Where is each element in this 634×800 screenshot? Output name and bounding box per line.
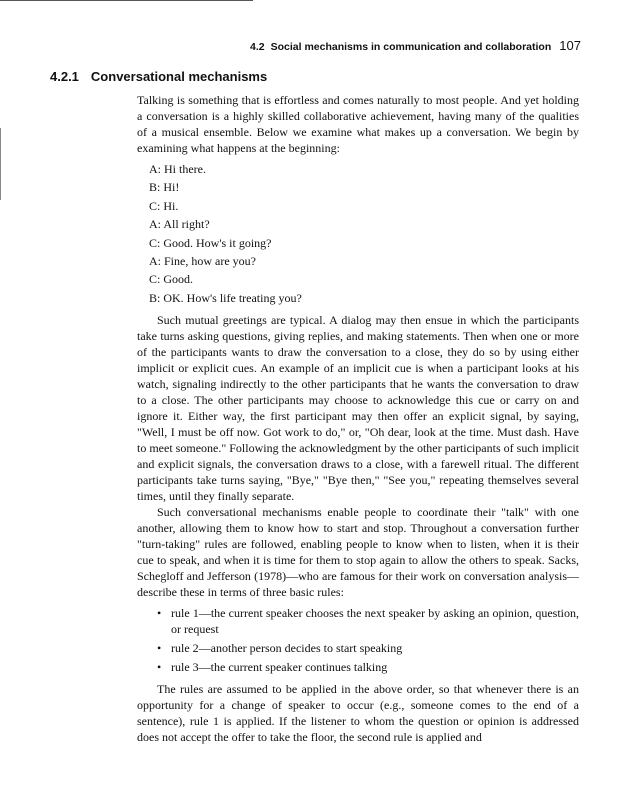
page-number: 107 [559,38,581,53]
dialog-line: C: Good. How's it going? [149,235,272,250]
margin-mark [0,128,1,200]
section-title: Conversational mechanisms [90,69,268,84]
dialog-example [137,160,579,307]
running-head [250,38,581,53]
dialog-line: A: All right? [149,217,210,232]
dialog-line: C: Hi. [149,198,179,213]
rule-text: rule 2—another person decides to start speaking [171,641,403,656]
rule-text: rule 1—the current speaker chooses the next speaker by asking an opinion, question, or request [171,606,579,637]
body-text [137,92,579,745]
turn-taking-rules [137,605,579,675]
rule-text: rule 3—the current speaker continues talking [171,660,388,675]
running-head-section-title: Social mechanisms in communication and collaboration [270,41,552,53]
paragraph-intro: Talking is something that is effortless and comes naturally to most people. And yet holding a conversation is a highly skilled collaborative achievement, having many of the qualities of a musical ensemble. Below we examine what makes up a conversation. We begin by examining what happens at the beginning: [137,93,579,155]
rule-item [157,640,579,656]
running-head-section-number: 4.2 [250,41,265,53]
section-number: 4.2.1 [50,69,79,84]
rule-item [157,605,579,637]
dialog-line: A: Fine, how are you? [149,254,256,269]
bullet-icon: • [157,641,162,656]
bullet-icon: • [157,660,162,675]
dialog-line: C: Good. [149,272,194,287]
dialog-line: B: OK. How's life treating you? [149,290,302,305]
paragraph-greetings: Such mutual greetings are typical. A dialog may then ensue in which the participants take turns asking questions, giving replies, and making statements. Then when one or more of the participants wants to draw the conversation to a close, they do so by using either implicit or explicit cues. An example of an implicit cue is when a participant looks at his watch, signaling indirectly to the other participants that he wants the conversation to draw to a close. The other participants may choose to acknowledge this cue or carry on and ignore it. Either way, the first participant may then offer an explicit signal, by saying, "Well, I must be off now. Got work to do," or, "Oh dear, look at the time. Must dash. Have to meet someone." Following the acknowledgment by the other participants of such implicit and explicit signals, the conversation draws to a close, with a farewell ritual. The different participants take turns saying, "Bye," "Bye then," "See you," repeating themselves several times, until they finally separate. [137,313,579,504]
bullet-icon: • [157,606,162,621]
top-rule [0,0,253,1]
paragraph-mechanisms: Such conversational mechanisms enable people to coordinate their "talk" with one another, allowing them to know how to start and stop. Throughout a conversation further "turn-taking" rules are followed, enabling people to know when to listen, when it is their cue to speak, and when it is time for them to stop again to allow the others to speak. Sacks, Schegloff and Jefferson (1978)—who are famous for their work on conversation analysis—describe these in terms of three basic rules: [137,505,579,600]
paragraph-closing: The rules are assumed to be applied in the above order, so that whenever there is an opportunity for a change of speaker to occur (e.g., someone comes to the end of a sentence), rule 1 is applied. If the listener to whom the question or opinion is addressed does not accept the offer to take the floor, the second rule is applied and [137,682,579,745]
dialog-line: B: Hi! [149,180,180,195]
section-heading [50,69,267,84]
dialog-line: A: Hi there. [149,162,206,176]
rule-item [157,659,579,675]
